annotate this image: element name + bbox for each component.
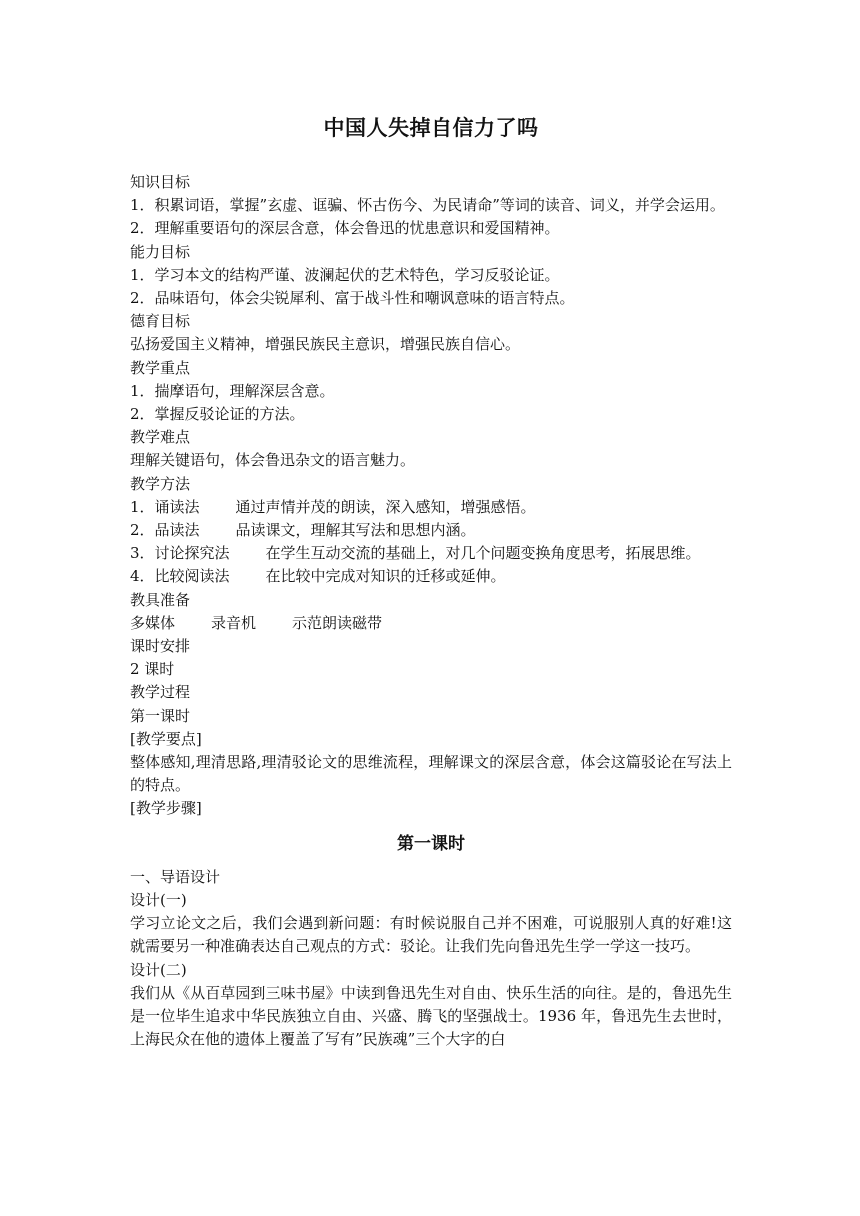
process-key-text: 整体感知,理清思路,理清驳论文的思维流程，理解课文的深层含意，体会这篇驳论在写法上的特点。 — [130, 753, 732, 795]
ability-goal-item-2: 2．品味语句，体会尖锐犀利、富于战斗性和嘲讽意味的语言特点。 — [130, 289, 575, 308]
lesson-one-heading: 第一课时 — [397, 833, 465, 854]
ability-goal-item-1: 1．学习本文的结构严谨、波澜起伏的艺术特色，学习反驳论证。 — [130, 265, 560, 284]
method-4-name: 4．比较阅读法 — [130, 567, 230, 586]
process-key-label: [教学要点] — [130, 729, 202, 748]
key-points-heading: 教学重点 — [130, 358, 191, 377]
method-4-desc: 在比较中完成对知识的迁移或延伸。 — [265, 567, 506, 586]
knowledge-goal-item-1: 1．积累词语，掌握”玄虚、诓骗、怀古伤今、为民请命”等词的读音、词义，并学会运用。 — [130, 196, 725, 215]
knowledge-goal-heading: 知识目标 — [130, 173, 191, 191]
tool-3: 示范朗读磁带 — [292, 613, 383, 632]
document-body — [130, 171, 732, 821]
process-heading: 教学过程 — [130, 683, 191, 702]
design-2-text: 我们从《从百草园到三味书屋》中读到鲁迅先生对自由、快乐生活的向往。是的，鲁迅先生是一位毕生追求中华民族独立自由、兴盛、腾飞的坚强战士。1936 年，鲁迅先生去世时，上海民众在他的遗体上覆盖了写有”民族魂”三个大字的白 — [130, 983, 732, 1049]
tools-list — [130, 612, 732, 635]
process-steps-label: [教学步骤] — [130, 799, 202, 818]
method-2-desc: 品读课文，理解其写法和思想内涵。 — [235, 521, 476, 540]
difficulty-heading: 教学难点 — [130, 428, 191, 447]
intro-design-heading: 一、导语设计 — [130, 867, 221, 886]
method-3-desc: 在学生互动交流的基础上，对几个问题变换角度思考，拓展思维。 — [265, 544, 701, 563]
document-page — [130, 108, 732, 1051]
method-item-1 — [130, 496, 732, 519]
key-points-item-2: 2．掌握反驳论证的方法。 — [130, 405, 305, 424]
process-lesson-label: 第一课时 — [130, 706, 191, 725]
tools-heading: 教具准备 — [130, 590, 191, 609]
lesson-one-body — [130, 866, 732, 1052]
tool-1: 多媒体 — [130, 613, 176, 632]
moral-goal-text: 弘扬爱国主义精神，增强民族民主意识，增强民族自信心。 — [130, 335, 521, 354]
moral-goal-heading: 德育目标 — [130, 312, 191, 331]
difficulty-text: 理解关键语句，体会鲁迅杂文的语言魅力。 — [130, 451, 416, 470]
knowledge-goal-item-2: 2．理解重要语句的深层含意，体会鲁迅的忧患意识和爱国精神。 — [130, 219, 560, 238]
tool-2: 录音机 — [211, 613, 257, 632]
methods-heading: 教学方法 — [130, 474, 191, 493]
schedule-heading: 课时安排 — [130, 637, 191, 656]
schedule-value: 2 课时 — [130, 660, 175, 679]
document-title: 中国人失掉自信力了吗 — [323, 116, 539, 140]
method-1-desc: 通过声情并茂的朗读，深入感知，增强感悟。 — [235, 497, 536, 516]
design-1-text: 学习立论文之后，我们会遇到新问题：有时候说服自己并不困难，可说服别人真的好难!这就需要另一种准确表达自己观点的方式：驳论。让我们先向鲁迅先生学一学这一技巧。 — [130, 914, 732, 956]
method-2-name: 2．品读法 — [130, 521, 200, 540]
design-2-label: 设计(二) — [130, 960, 187, 979]
method-item-2 — [130, 519, 732, 542]
method-3-name: 3．讨论探究法 — [130, 544, 230, 563]
design-1-label: 设计(一) — [130, 890, 187, 909]
method-item-3 — [130, 542, 732, 565]
method-1-name: 1．诵读法 — [130, 497, 200, 516]
key-points-item-1: 1．揣摩语句，理解深层含意。 — [130, 381, 335, 400]
ability-goal-heading: 能力目标 — [130, 242, 191, 261]
method-item-4 — [130, 565, 732, 588]
